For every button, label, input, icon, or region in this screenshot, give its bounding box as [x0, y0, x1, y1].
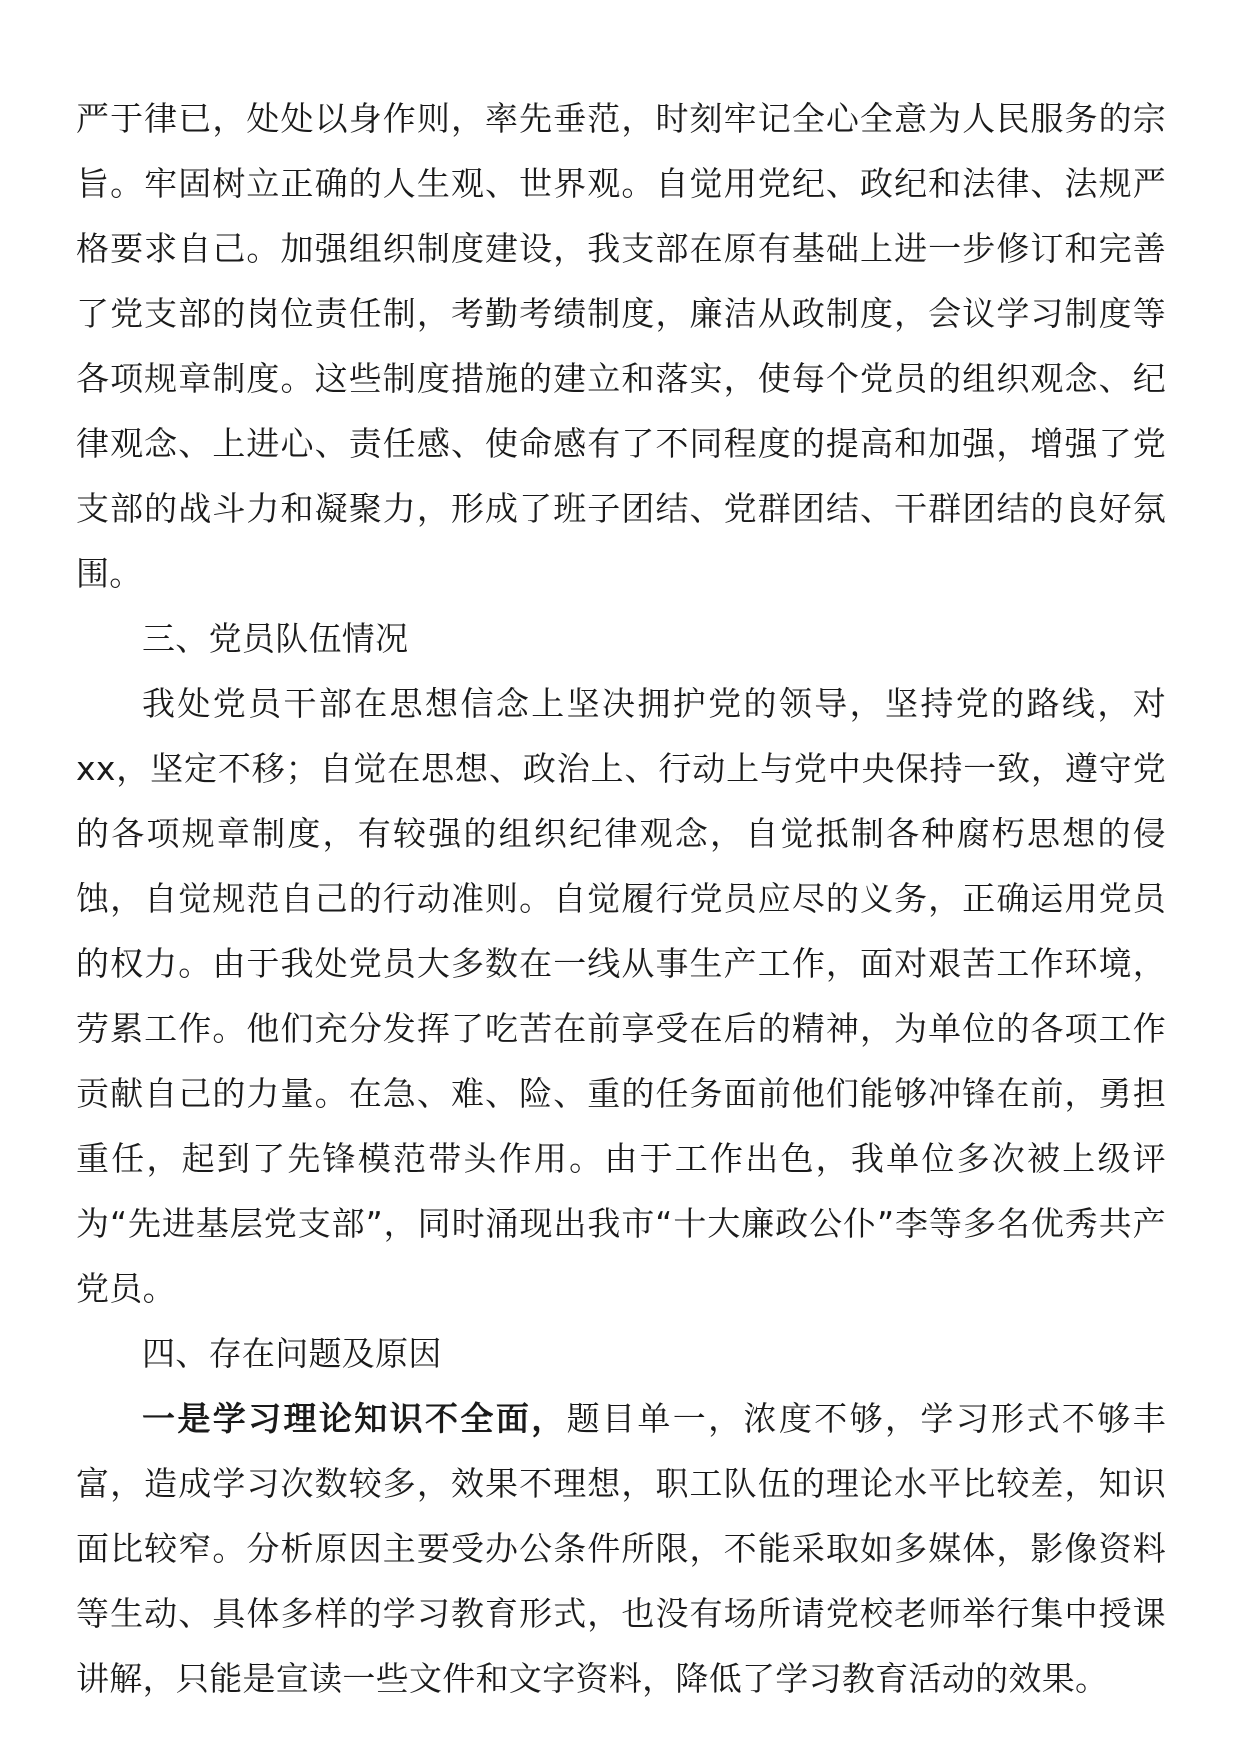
paragraph-party-members: 我处党员干部在思想信念上坚决拥护党的领导，坚持党的路线，对xx，坚定不移；自觉在思想、政治上、行动上与党中央保持一致，遵守党的各项规章制度，有较强的组织纪律观念，自觉抵制各种腐朽思想的侵蚀，自觉规范自己的行动准则。自觉履行党员应尽的义务，正确运用党员的权力。由于我处党员大多数在一线从事生产工作，面对艰苦工作环境，劳累工作。他们充分发挥了吃苦在前享受在后的精神，为单位的各项工作贡献自己的力量。在急、难、险、重的任务面前他们能够冲锋在前，勇担重任，起到了先锋模范带头作用。由于工作出色，我单位多次被上级评为“先进基层党支部”，同时涌现出我市“十大廉政公仆”李等多名优秀共产党员。 — [76, 684, 1166, 1308]
paragraph-problems — [76, 1386, 1166, 1711]
problem-body-text: 题目单一，浓度不够，学习形式不够丰富，造成学习次数较多，效果不理想，职工队伍的理论水平比较差，知识面比较窄。分析原因主要受办公条件所限，不能采取如多媒体，影像资料等生动、具体多样的学习教育形式，也没有场所请党校老师举行集中授课讲解，只能是宣读一些文件和文字资料，降低了学习教育活动的效果。 — [76, 1399, 1166, 1698]
problem-lead-text: 一是学习理论知识不全面， — [142, 1399, 567, 1438]
section-heading-problems: 四、存在问题及原因 — [142, 1334, 442, 1373]
section-heading-party-members: 三、党员队伍情况 — [142, 619, 409, 658]
paragraph-continuation: 严于律已，处处以身作则，率先垂范，时刻牢记全心全意为人民服务的宗旨。牢固树立正确的人生观、世界观。自觉用党纪、政纪和法律、法规严格要求自己。加强组织制度建设，我支部在原有基础上进一步修订和完善了党支部的岗位责任制，考勤考绩制度，廉洁从政制度，会议学习制度等各项规章制度。这些制度措施的建立和落实，使每个党员的组织观念、纪律观念、上进心、责任感、使命感有了不同程度的提高和加强，增强了党支部的战斗力和凝聚力，形成了班子团结、党群团结、干群团结的良好氛围。 — [76, 99, 1166, 593]
document-page — [76, 86, 1166, 1711]
